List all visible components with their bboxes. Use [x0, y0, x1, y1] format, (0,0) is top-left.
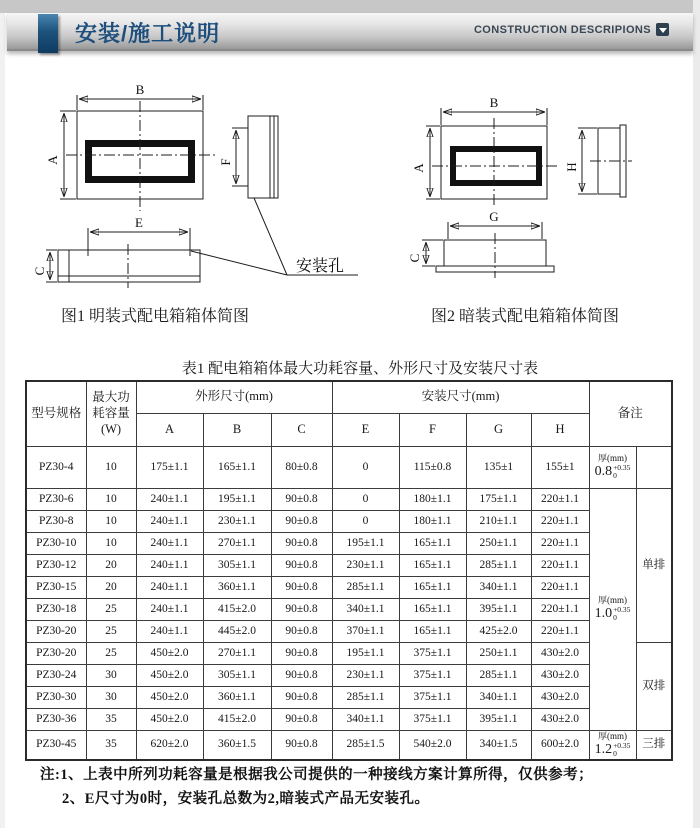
- figure1-caption: 图1 明装式配电箱箱体简图: [60, 308, 249, 325]
- thickness-remark-cell: 厚(mm) 1.0 +0.35 0: [589, 488, 636, 730]
- dim-label-c: C: [32, 266, 47, 276]
- value-cell: 25: [86, 598, 136, 620]
- value-cell: 285±1.1: [466, 664, 531, 686]
- value-cell: 270±1.1: [203, 532, 271, 554]
- value-cell: 450±2.0: [136, 686, 203, 708]
- value-cell: 90±0.8: [271, 598, 332, 620]
- value-cell: 10: [86, 510, 136, 532]
- model-cell: PZ30-15: [26, 576, 86, 598]
- value-cell: 430±2.0: [531, 664, 589, 686]
- value-cell: 165±1.1: [399, 554, 466, 576]
- value-cell: 90±0.8: [271, 510, 332, 532]
- thickness-remark-cell: 厚(mm) 1.2 +0.35 0: [589, 730, 636, 760]
- col-header-f: F: [399, 413, 466, 446]
- value-cell: 10: [86, 446, 136, 488]
- value-cell: 165±1.1: [399, 576, 466, 598]
- value-cell: 0: [332, 488, 399, 510]
- value-cell: 220±1.1: [531, 488, 589, 510]
- scan-edge-left: [0, 13, 5, 828]
- figure1-surface-mounted-box-drawing: [20, 70, 360, 312]
- value-cell: 195±1.1: [332, 642, 399, 664]
- value-cell: 540±2.0: [399, 730, 466, 760]
- col-header-max-power: 最大功耗容量(W): [86, 381, 136, 446]
- value-cell: 220±1.1: [531, 510, 589, 532]
- table-row: [26, 686, 672, 708]
- value-cell: 450±2.0: [136, 708, 203, 730]
- footnote-1: 注:1、上表中所列功耗容量是根据我公司提供的一种接线方案计算所得，仅供参考；: [40, 767, 594, 783]
- model-cell: PZ30-20: [26, 642, 86, 664]
- value-cell: 445±2.0: [203, 620, 271, 642]
- value-cell: 285±1.1: [332, 576, 399, 598]
- value-cell: 180±1.1: [399, 488, 466, 510]
- value-cell: 20: [86, 576, 136, 598]
- value-cell: 360±1.1: [203, 576, 271, 598]
- model-cell: PZ30-30: [26, 686, 86, 708]
- value-cell: 285±1.1: [332, 686, 399, 708]
- value-cell: 90±0.8: [271, 686, 332, 708]
- value-cell: 270±1.1: [203, 642, 271, 664]
- dim-label-g: G: [489, 209, 499, 224]
- value-cell: 250±1.1: [466, 532, 531, 554]
- model-cell: PZ30-18: [26, 598, 86, 620]
- col-header-model: 型号规格: [26, 381, 86, 446]
- value-cell: 175±1.1: [466, 488, 531, 510]
- model-cell: PZ30-10: [26, 532, 86, 554]
- col-header-a: A: [136, 413, 203, 446]
- value-cell: 165±1.1: [399, 620, 466, 642]
- dim-label-a: A: [411, 163, 426, 173]
- value-cell: 250±1.1: [466, 642, 531, 664]
- value-cell: 195±1.1: [332, 532, 399, 554]
- value-cell: 30: [86, 686, 136, 708]
- header-accent-block: [38, 14, 58, 53]
- value-cell: 600±2.0: [531, 730, 589, 760]
- col-header-b: B: [203, 413, 271, 446]
- table-row: [26, 554, 672, 576]
- dim-label-e: E: [135, 215, 143, 230]
- value-cell: 90±0.8: [271, 532, 332, 554]
- value-cell: 25: [86, 620, 136, 642]
- scan-edge-right: [693, 0, 700, 828]
- row-arrangement-cell: [636, 446, 672, 488]
- model-cell: PZ30-45: [26, 730, 86, 760]
- value-cell: 375±1.1: [399, 686, 466, 708]
- value-cell: 360±1.5: [203, 730, 271, 760]
- value-cell: 340±1.1: [332, 598, 399, 620]
- value-cell: 35: [86, 708, 136, 730]
- footnote-2: 2、E尺寸为0时，安装孔总数为2,暗装式产品无安装孔。: [62, 791, 430, 807]
- value-cell: 240±1.1: [136, 620, 203, 642]
- value-cell: 375±1.1: [399, 708, 466, 730]
- value-cell: 90±0.8: [271, 708, 332, 730]
- value-cell: 450±2.0: [136, 664, 203, 686]
- value-cell: 425±2.0: [466, 620, 531, 642]
- table-row: [26, 576, 672, 598]
- model-cell: PZ30-12: [26, 554, 86, 576]
- value-cell: 240±1.1: [136, 554, 203, 576]
- value-cell: 165±1.1: [399, 532, 466, 554]
- value-cell: 135±1: [466, 446, 531, 488]
- figure2-caption: 图2 暗装式配电箱箱体简图: [430, 308, 619, 325]
- value-cell: 0: [332, 510, 399, 532]
- table-row: [26, 488, 672, 510]
- value-cell: 285±1.5: [332, 730, 399, 760]
- value-cell: 210±1.1: [466, 510, 531, 532]
- value-cell: 430±2.0: [531, 642, 589, 664]
- col-header-outline: 外形尺寸(mm): [136, 381, 332, 413]
- spec-table: [25, 380, 673, 761]
- value-cell: 220±1.1: [531, 576, 589, 598]
- value-cell: 90±0.8: [271, 642, 332, 664]
- table-row: [26, 510, 672, 532]
- value-cell: 240±1.1: [136, 598, 203, 620]
- dim-label-h: H: [564, 162, 579, 172]
- value-cell: 220±1.1: [531, 532, 589, 554]
- value-cell: 370±1.1: [332, 620, 399, 642]
- collapse-arrow-icon: [656, 23, 669, 36]
- value-cell: 415±2.0: [203, 708, 271, 730]
- table-row: [26, 642, 672, 664]
- value-cell: 450±2.0: [136, 642, 203, 664]
- value-cell: 25: [86, 642, 136, 664]
- value-cell: 230±1.1: [332, 664, 399, 686]
- value-cell: 340±1.1: [466, 576, 531, 598]
- value-cell: 305±1.1: [203, 554, 271, 576]
- row-arrangement-cell: 单排: [636, 488, 672, 642]
- table-row: [26, 446, 672, 488]
- value-cell: 220±1.1: [531, 620, 589, 642]
- value-cell: 240±1.1: [136, 488, 203, 510]
- row-arrangement-cell: 三排: [636, 730, 672, 760]
- table-row: [26, 730, 672, 760]
- value-cell: 240±1.1: [136, 576, 203, 598]
- table-row: [26, 620, 672, 642]
- table-row: [26, 532, 672, 554]
- value-cell: 220±1.1: [531, 554, 589, 576]
- value-cell: 340±1.5: [466, 730, 531, 760]
- value-cell: 395±1.1: [466, 598, 531, 620]
- section-header-bar: [7, 13, 693, 51]
- col-header-e: E: [332, 413, 399, 446]
- value-cell: 165±1.1: [203, 446, 271, 488]
- value-cell: 90±0.8: [271, 730, 332, 760]
- model-cell: PZ30-24: [26, 664, 86, 686]
- col-header-g: G: [466, 413, 531, 446]
- value-cell: 35: [86, 730, 136, 760]
- value-cell: 360±1.1: [203, 686, 271, 708]
- value-cell: 430±2.0: [531, 686, 589, 708]
- value-cell: 305±1.1: [203, 664, 271, 686]
- value-cell: 175±1.1: [136, 446, 203, 488]
- value-cell: 0: [332, 446, 399, 488]
- dim-label-a: A: [45, 155, 60, 165]
- dim-label-b: B: [489, 95, 499, 110]
- value-cell: 90±0.8: [271, 620, 332, 642]
- header-subtitle: CONSTRUCTION DESCRIPIONS: [473, 24, 651, 36]
- dim-label-b: B: [135, 82, 145, 97]
- dim-label-c: C: [407, 253, 422, 263]
- value-cell: 340±1.1: [466, 686, 531, 708]
- value-cell: 430±2.0: [531, 708, 589, 730]
- value-cell: 155±1: [531, 446, 589, 488]
- scan-edge-top: [0, 0, 700, 13]
- value-cell: 90±0.8: [271, 664, 332, 686]
- value-cell: 90±0.8: [271, 554, 332, 576]
- dim-label-f: F: [218, 158, 233, 166]
- value-cell: 165±1.1: [399, 598, 466, 620]
- table-row: [26, 598, 672, 620]
- value-cell: 220±1.1: [531, 598, 589, 620]
- value-cell: 340±1.1: [332, 708, 399, 730]
- value-cell: 195±1.1: [203, 488, 271, 510]
- value-cell: 415±2.0: [203, 598, 271, 620]
- value-cell: 375±1.1: [399, 642, 466, 664]
- value-cell: 180±1.1: [399, 510, 466, 532]
- table-row: [26, 664, 672, 686]
- value-cell: 80±0.8: [271, 446, 332, 488]
- col-header-h: H: [531, 413, 589, 446]
- value-cell: 10: [86, 488, 136, 510]
- table-title: 表1 配电箱箱体最大功耗容量、外形尺寸及安装尺寸表: [181, 361, 539, 377]
- thickness-remark-cell: 厚(mm) 0.8 +0.35 0: [589, 446, 636, 488]
- value-cell: 20: [86, 554, 136, 576]
- page-title: 安装/施工说明: [75, 21, 221, 46]
- col-header-c: C: [271, 413, 332, 446]
- value-cell: 90±0.8: [271, 488, 332, 510]
- col-header-remark: 备注: [589, 381, 672, 446]
- col-header-install: 安装尺寸(mm): [332, 381, 589, 413]
- mounting-hole-callout: 安装孔: [296, 258, 345, 275]
- model-cell: PZ30-4: [26, 446, 86, 488]
- model-cell: PZ30-36: [26, 708, 86, 730]
- value-cell: 230±1.1: [332, 554, 399, 576]
- model-cell: PZ30-20: [26, 620, 86, 642]
- value-cell: 240±1.1: [136, 532, 203, 554]
- value-cell: 375±1.1: [399, 664, 466, 686]
- value-cell: 30: [86, 664, 136, 686]
- value-cell: 115±0.8: [399, 446, 466, 488]
- model-cell: PZ30-6: [26, 488, 86, 510]
- table-row: [26, 708, 672, 730]
- model-cell: PZ30-8: [26, 510, 86, 532]
- value-cell: 90±0.8: [271, 576, 332, 598]
- value-cell: 10: [86, 532, 136, 554]
- value-cell: 230±1.1: [203, 510, 271, 532]
- figure2-flush-mounted-box-drawing: [390, 70, 680, 312]
- value-cell: 395±1.1: [466, 708, 531, 730]
- value-cell: 240±1.1: [136, 510, 203, 532]
- value-cell: 620±2.0: [136, 730, 203, 760]
- row-arrangement-cell: 双排: [636, 642, 672, 730]
- value-cell: 285±1.1: [466, 554, 531, 576]
